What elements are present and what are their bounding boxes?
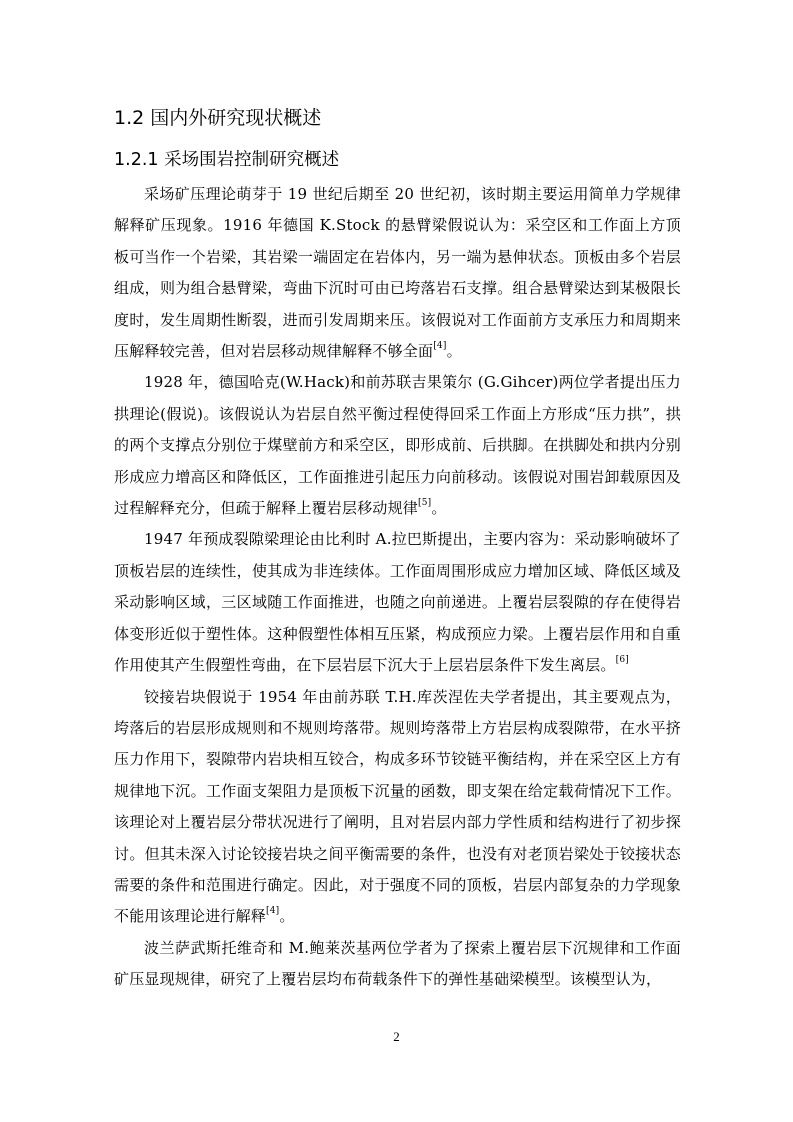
subsection-number: 1.2.1 xyxy=(114,150,159,170)
page-number: 2 xyxy=(393,1029,400,1044)
section-number: 1.2 xyxy=(114,107,145,129)
section-title: 国内外研究现状概述 xyxy=(150,107,322,129)
paragraph-elastic-foundation: 波兰萨武斯托维奇和 M.鲍莱茨基两位学者为了探索上覆岩层下沉规律和工作面矿压显现规律，研究了上覆岩层均布荷载条件下的弹性基础梁模型。该模型认为， xyxy=(114,938,681,989)
section-heading xyxy=(114,103,681,133)
page-content xyxy=(114,100,681,996)
citation: [5] xyxy=(418,498,432,509)
paragraph-pressure-arch: 1928 年，德国哈克(W.Hack)和前苏联吉果策尔 (G.Gihcer)两位学者提出压力拱理论(假说)。该假说认为岩层自然平衡过程使得回采工作面上方形成“压力拱”，拱的两个支撑点分别位于煤壁前方和采空区，即形成前、后拱脚。在拱脚处和拱内分别形成应力增高区和降低区，工作面推进引起压力向前移动。该假说对围岩卸载原因及过程解释充分，但疏于解释上覆岩层移动规律[5]。 xyxy=(114,373,681,518)
paragraph-cantilever-beam: 采场矿压理论萌芽于 19 世纪后期至 20 世纪初，该时期主要运用简单力学规律解释矿压现象。1916 年德国 K.Stock 的悬臂梁假说认为：采空区和工作面上方顶板可当作一个岩梁，其岩梁一端固定在岩体内，另一端为悬伸状态。顶板由多个岩层组成，则为组合悬臂梁，弯曲下沉时可由已垮落岩石支撑。组合悬臂梁达到某极限长度时，发生周期性断裂，进而引发周期来压。该假说对工作面前方支承压力和周期来压解释较完善，但对岩层移动规律解释不够全面[4]。 xyxy=(114,185,681,361)
paragraph-hinged-block: 铰接岩块假说于 1954 年由前苏联 T.H.库茨涅佐夫学者提出，其主要观点为，垮落后的岩层形成规则和不规则垮落带。规则垮落带上方岩层构成裂隙带，在水平挤压力作用下，裂隙带内岩块相互铰合，构成多环节铰链平衡结构，并在采空区上方有规律地下沉。工作面支架阻力是顶板下沉量的函数，即支架在给定载荷情况下工作。该理论对上覆岩层分带状况进行了阐明，且对岩层内部力学性质和结构进行了初步探讨。但其未深入讨论铰接岩块之间平衡需要的条件，也没有对老顶岩梁处于铰接状态需要的条件和范围进行确定。因此，对于强度不同的顶板，岩层内部复杂的力学现象不能用该理论进行解释[4]。 xyxy=(114,687,681,926)
subsection-heading xyxy=(114,145,681,175)
citation: [4] xyxy=(266,906,280,917)
paragraph-fractured-beam: 1947 年预成裂隙梁理论由比利时 A.拉巴斯提出，主要内容为：采动影响破坏了顶板岩层的连续性，使其成为非连续体。工作面周围形成应力增加区域、降低区域及采动影响区域，三区域随工作面推进，也随之向前递进。上覆岩层裂隙的存在使得岩体变形近似于塑性体。这种假塑性体相互压紧，构成预应力梁。上覆岩层作用和自重作用使其产生假塑性弯曲，在下层岩层下沉大于上层岩层条件下发生离层。[6] xyxy=(114,530,681,675)
subsection-title: 采场围岩控制研究概述 xyxy=(164,150,340,170)
citation: [6] xyxy=(615,655,629,666)
citation: [4] xyxy=(433,341,447,352)
